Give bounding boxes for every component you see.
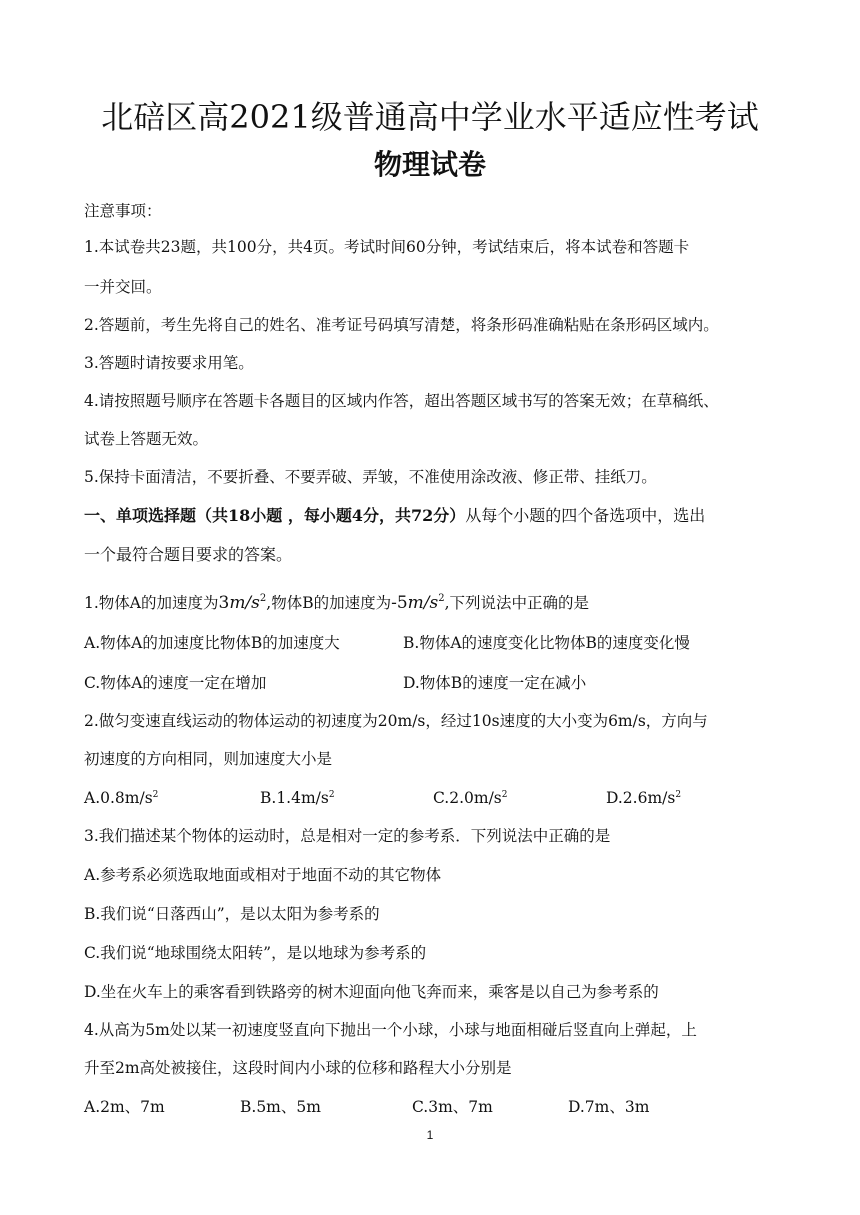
q2-option-d-text: D.2.6m/s [606, 789, 676, 807]
q2-option-c-exp: 2 [501, 790, 508, 800]
note-line-7: 5.保持卡面清洁，不要折叠、不要弄破、弄皱，不准使用涂改液、修正带、挂纸刀。 [84, 468, 657, 486]
section1-heading-line2: 一个最符合题目要求的答案。 [84, 545, 293, 564]
q1-accel-a-unit: m/s [229, 593, 260, 613]
q1-stem [84, 592, 589, 614]
q2-option-a-exp: 2 [152, 790, 159, 800]
q3-option-b: B.我们说“日落西山”，是以太阳为参考系的 [84, 905, 380, 923]
q4-option-d: D.7m、3m [568, 1098, 650, 1116]
q3-option-a: A.参考系必须选取地面或相对于地面不动的其它物体 [84, 866, 442, 884]
q2-stem-line2: 初速度的方向相同，则加速度大小是 [84, 750, 333, 768]
q1-option-b: B.物体A的速度变化比物体B的速度变化慢 [403, 634, 690, 652]
note-line-1: 1.本试卷共23题，共100分，共4页。考试时间60分钟，考试结束后，将本试卷和答题卡 [84, 238, 690, 256]
q2-stem-line1: 2.做匀变速直线运动的物体运动的初速度为20m/s，经过10s速度的大小变为6m/s，方向与 [84, 712, 708, 730]
note-line-5: 4.请按照题号顺序在答题卡各题目的区域内作答，超出答题区域书写的答案无效；在草稿纸、 [84, 392, 719, 410]
note-line-6: 试卷上答题无效。 [84, 430, 209, 448]
note-line-4: 3.答题时请按要求用笔。 [84, 354, 254, 372]
q2-option-b [260, 787, 335, 809]
q1-option-a: A.物体A的加速度比物体B的加速度大 [84, 634, 340, 652]
q3-stem: 3.我们描述某个物体的运动时，总是相对一定的参考系．下列说法中正确的是 [84, 827, 611, 845]
section1-heading-rest: 从每个小题的四个备选项中，选出 [465, 506, 706, 525]
q2-option-c [433, 787, 508, 809]
q2-option-d-exp: 2 [675, 790, 682, 800]
q2-option-c-text: C.2.0m/s [433, 789, 502, 807]
q4-stem-line2: 升至2m高处被接住，这段时间内小球的位移和路程大小分别是 [84, 1059, 512, 1077]
exam-subtitle: 物理试卷 [373, 148, 486, 181]
section1-heading [84, 505, 705, 527]
q2-option-a [84, 787, 158, 809]
q2-option-d [606, 787, 681, 809]
q1-accel-b-unit: m/s [407, 593, 439, 613]
q1-stem-part3: ,下列说法中正确的是 [444, 594, 590, 612]
note-line-3: 2.答题前，考生先将自己的姓名、准考证号码填写清楚，将条形码准确粘贴在条形码区域内。 [84, 316, 719, 334]
q4-option-a: A.2m、7m [84, 1098, 165, 1116]
q2-option-b-exp: 2 [328, 790, 335, 800]
q1-option-c: C.物体A的速度一定在增加 [84, 674, 267, 692]
page-number: 1 [426, 1128, 434, 1142]
q2-option-b-text: B.1.4m/s [260, 789, 329, 807]
exam-title: 北碚区高2021级普通高中学业水平适应性考试 [101, 98, 759, 136]
q1-accel-a-value: 3 [218, 593, 230, 613]
q1-accel-b-value: -5 [391, 593, 408, 613]
q4-stem-line1: 4.从高为5m处以某一初速度竖直向下抛出一个小球，小球与地面相碰后竖直向上弹起，上 [84, 1021, 697, 1039]
q1-stem-part2: ,物体B的加速度为 [266, 594, 392, 612]
note-line-2: 一并交回。 [84, 278, 162, 296]
q1-stem-part1: 1.物体A的加速度为 [84, 594, 219, 612]
q3-option-c: C.我们说“地球围绕太阳转”，是以地球为参考系的 [84, 944, 427, 962]
q3-option-d: D.坐在火车上的乘客看到铁路旁的树木迎面向他飞奔而来，乘客是以自己为参考系的 [84, 983, 659, 1001]
q2-option-a-text: A.0.8m/s [84, 789, 153, 807]
q4-option-c: C.3m、7m [412, 1098, 493, 1116]
q1-option-d: D.物体B的速度一定在减小 [403, 674, 587, 692]
notes-heading: 注意事项： [84, 202, 162, 220]
section1-heading-bold: 一、单项选择题（共18小题 ，每小题4分，共72分） [84, 506, 466, 525]
q1-accel-a-exp: 2 [259, 593, 267, 604]
q1-accel-a [218, 593, 266, 613]
q4-option-b: B.5m、5m [240, 1098, 321, 1116]
q1-accel-b-exp: 2 [438, 593, 445, 604]
q1-accel-b [391, 593, 445, 613]
